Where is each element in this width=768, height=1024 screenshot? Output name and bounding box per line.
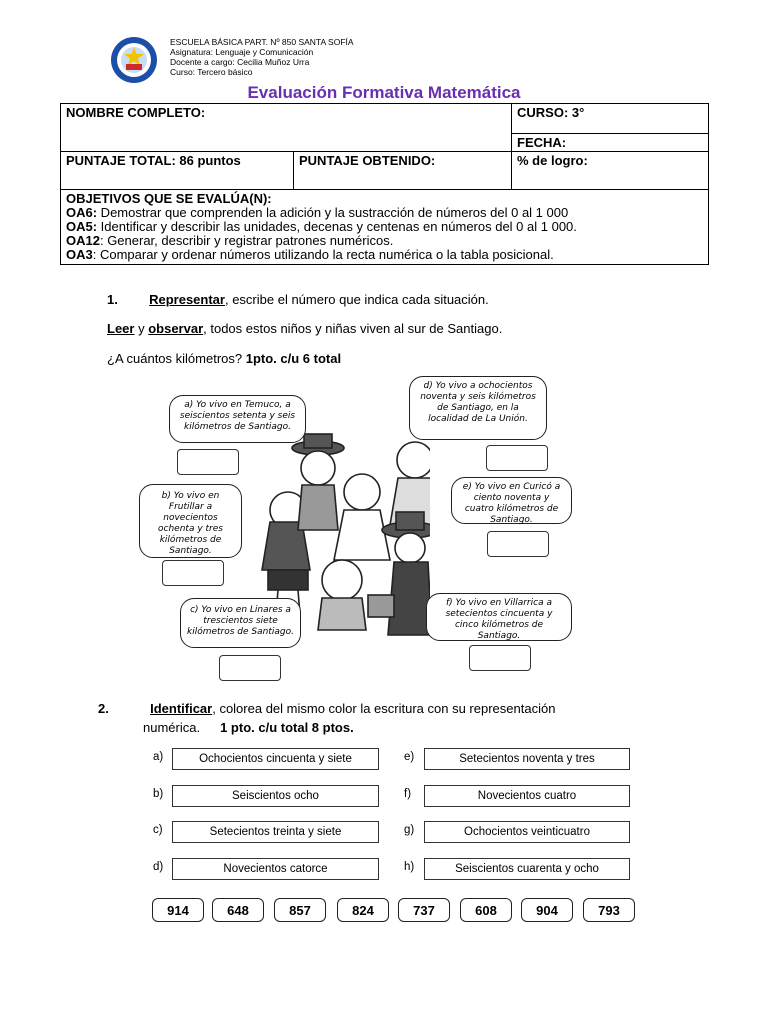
q2-number: 2.	[98, 701, 109, 716]
word-box-h[interactable]: Seiscientos cuarenta y ocho	[424, 858, 630, 880]
item-label-d: d)	[153, 861, 164, 873]
school-logo	[105, 36, 163, 84]
puntaje-obtenido: PUNTAJE OBTENIDO:	[299, 153, 436, 168]
q2-line2: numérica. 1 pto. c/u total 8 ptos.	[143, 720, 354, 735]
school-name: ESCUELA BÁSICA PART. Nº 850 SANTA SOFÍA	[170, 37, 354, 47]
q2-rest: , colorea del mismo color la escritura con su representación	[212, 701, 556, 716]
item-label-h: h)	[404, 861, 415, 873]
answer-box-e[interactable]	[487, 531, 549, 557]
objective-oa5: OA5: Identificar y describir las unidades, decenas y centenas en números del 0 al 1 000.	[66, 219, 577, 234]
item-label-c: c)	[153, 824, 163, 836]
number-box[interactable]: 737	[398, 898, 450, 922]
q1-line2: Leer y observar, todos estos niños y niñas viven al sur de Santiago.	[107, 321, 503, 336]
item-label-e: e)	[404, 751, 415, 763]
objective-oa6: OA6: Demostrar que comprenden la adición y la sustracción de números del 0 al 1 000	[66, 205, 569, 220]
number-box[interactable]: 857	[274, 898, 326, 922]
school-teacher: Docente a cargo: Cecilia Muñoz Urra	[170, 57, 310, 67]
item-label-b: b)	[153, 788, 164, 800]
number-box[interactable]: 608	[460, 898, 512, 922]
school-subject: Asignatura: Lenguaje y Comunicación	[170, 47, 314, 57]
student-info-table	[60, 103, 709, 265]
number-box[interactable]: 648	[212, 898, 264, 922]
puntaje-obtenido-cell[interactable]	[294, 152, 512, 190]
objective-oa3: OA3: Comparar y ordenar números utilizando la recta numérica o la tabla posicional.	[66, 247, 554, 262]
item-label-g: g)	[404, 824, 415, 836]
puntaje-total: PUNTAJE TOTAL: 86 puntos	[66, 153, 241, 168]
bubble-b: b) Yo vivo en Frutillar a novecientos ochenta y tres kilómetros de Santiago.	[139, 484, 242, 558]
bubble-f: f) Yo vivo en Villarrica a setecientos cincuenta y cinco kilómetros de Santiago.	[426, 593, 572, 641]
q1-number: 1.	[107, 292, 118, 307]
q1-instruction	[107, 292, 489, 307]
bubble-a: a) Yo vivo en Temuco, a seiscientos setenta y seis kilómetros de Santiago.	[169, 395, 306, 443]
bubble-e: e) Yo vivo en Curicó a ciento noventa y cuatro kilómetros de Santiago.	[451, 477, 572, 524]
item-label-f: f)	[404, 788, 412, 800]
curso-cell	[512, 104, 709, 134]
q2-verb: Identificar	[150, 701, 213, 716]
word-box-e[interactable]: Setecientos noventa y tres	[424, 748, 630, 770]
number-box[interactable]: 904	[521, 898, 573, 922]
word-box-a[interactable]: Ochocientos cincuenta y siete	[172, 748, 379, 770]
q1-line3: ¿A cuántos kilómetros? 1pto. c/u 6 total	[107, 351, 342, 366]
bubble-c: c) Yo vivo en Linares a trescientos siete kilómetros de Santiago.	[180, 598, 301, 648]
answer-box-a[interactable]	[177, 449, 239, 475]
school-course: Curso: Tercero básico	[170, 67, 253, 77]
answer-box-f[interactable]	[469, 645, 531, 671]
number-box[interactable]: 824	[337, 898, 389, 922]
q1-verb: Representar	[149, 292, 225, 307]
fecha-label: FECHA:	[517, 135, 567, 150]
name-cell[interactable]	[61, 104, 512, 152]
objectives-heading: OBJETIVOS QUE SE EVALÚA(N):	[66, 191, 272, 206]
logro-label: % de logro:	[517, 153, 588, 168]
item-label-a: a)	[153, 751, 164, 763]
fecha-cell[interactable]	[512, 134, 709, 152]
page-title: Evaluación Formativa Matemática	[247, 83, 521, 102]
objective-oa12: OA12: Generar, describir y registrar patrones numéricos.	[66, 233, 394, 248]
puntaje-total-cell	[61, 152, 294, 190]
logro-cell[interactable]	[512, 152, 709, 190]
word-box-c[interactable]: Setecientos treinta y siete	[172, 821, 379, 843]
answer-box-b[interactable]	[162, 560, 224, 586]
answer-box-d[interactable]	[486, 445, 548, 471]
q2-instruction	[98, 701, 555, 716]
word-box-f[interactable]: Novecientos cuatro	[424, 785, 630, 807]
number-box[interactable]: 793	[583, 898, 635, 922]
number-box[interactable]: 914	[152, 898, 204, 922]
answer-box-c[interactable]	[219, 655, 281, 681]
curso-label: CURSO: 3°	[517, 105, 585, 120]
q1-rest: , escribe el número que indica cada situación.	[224, 292, 489, 307]
bubble-d: d) Yo vivo a ochocientos noventa y seis kilómetros de Santiago, en la localidad de La Unión.	[409, 376, 547, 440]
word-box-b[interactable]: Seiscientos ocho	[172, 785, 379, 807]
name-label: NOMBRE COMPLETO:	[66, 105, 206, 120]
word-box-g[interactable]: Ochocientos veinticuatro	[424, 821, 630, 843]
school-info	[170, 37, 354, 77]
objectives-cell	[61, 190, 709, 265]
word-box-d[interactable]: Novecientos catorce	[172, 858, 379, 880]
